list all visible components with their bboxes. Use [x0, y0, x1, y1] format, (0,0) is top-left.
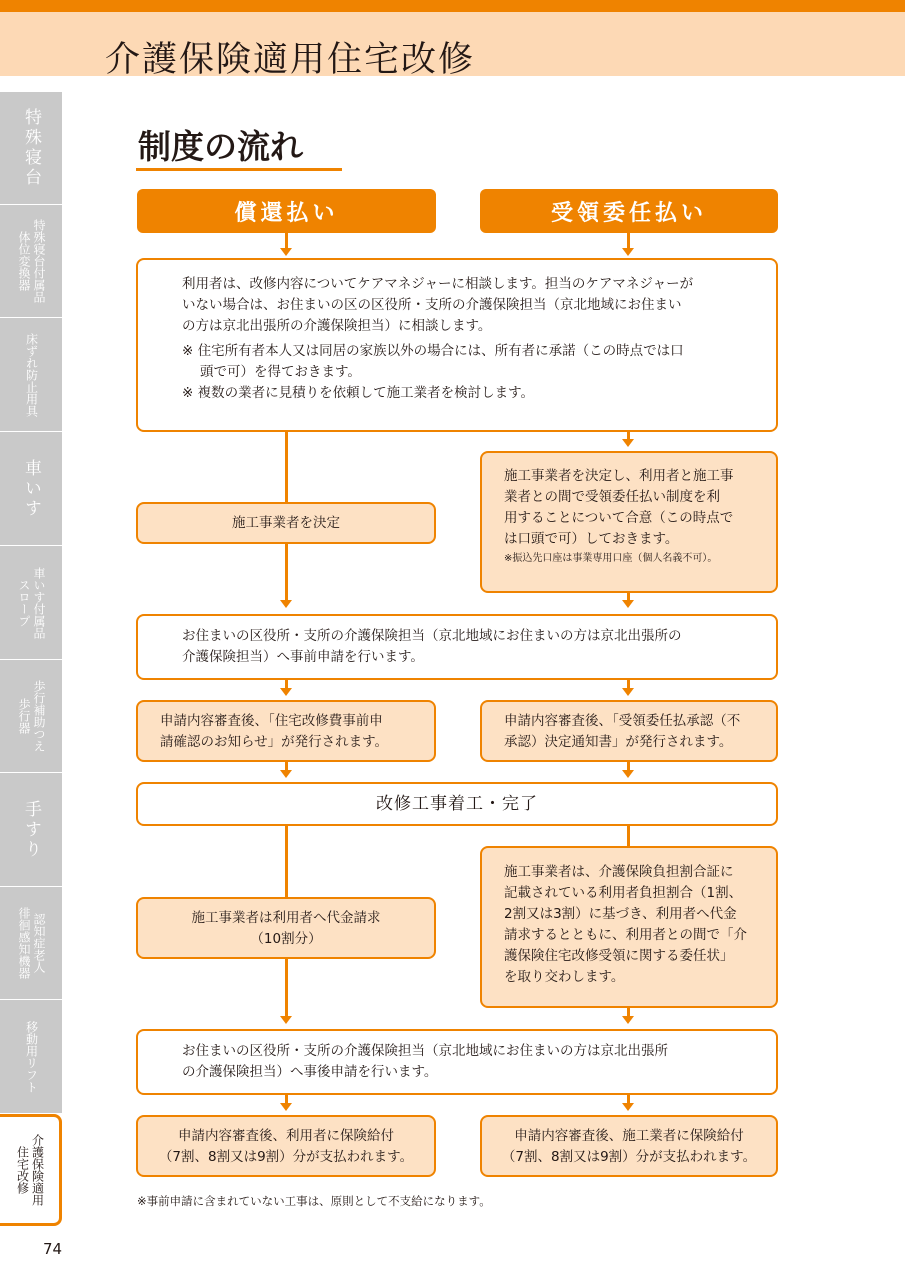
tab-label: 徘徊感知機器 — [17, 907, 31, 979]
right-payment-text: 申請内容審査後、施工業者に保険給付 — [514, 1128, 744, 1144]
arrow-down-icon — [280, 770, 292, 778]
arrow-down-icon — [622, 439, 634, 447]
agreement-text: は口頭で可）しておきます。 — [504, 531, 679, 547]
arrow-down-icon — [280, 248, 292, 256]
tab-lift[interactable] — [0, 1000, 62, 1114]
connector-line — [285, 1095, 288, 1103]
connector-line — [285, 544, 288, 600]
consultation-text: の方は京北出張所の介護保険担当）に相談します。 — [182, 318, 492, 334]
connector-line — [285, 233, 288, 248]
left-payment-text: （7割、8割又は9割）分が支払われます。 — [158, 1149, 414, 1165]
connector-line — [627, 762, 630, 770]
left-invoice-text: （10割分） — [250, 931, 322, 947]
left-notice-text: 申請内容審査後、「住宅改修費事前申 — [160, 713, 383, 729]
tab-label: 車いす — [21, 458, 41, 519]
tab-label: 移動用リフト — [24, 1020, 39, 1093]
tab-bedsore-prevention[interactable] — [0, 318, 62, 432]
right-agreement-box — [480, 451, 778, 593]
connector-line — [627, 432, 630, 439]
connector-line — [627, 593, 630, 600]
tab-bed-accessories[interactable] — [0, 205, 62, 318]
section-title: 制度の流れ — [138, 127, 303, 166]
agreement-text: 用することについて合意（この時点で — [504, 510, 734, 526]
tab-label: 手すり — [21, 799, 41, 860]
right-invoice-text: 請求するとともに、利用者との間で「介 — [504, 927, 747, 943]
bank-account-note: ※振込先口座は事業専用口座（個人名義不可）。 — [504, 553, 718, 564]
pre-application-text: 介護保険担当）へ事前申請を行います。 — [182, 649, 424, 665]
construction-text: 改修工事着工・完了 — [376, 793, 538, 814]
section-underline — [136, 168, 342, 171]
consultation-text: 利用者は、改修内容についてケアマネジャーに相談します。担当のケアマネジャーが — [182, 276, 694, 292]
arrow-down-icon — [622, 600, 634, 608]
pre-application-text: お住まいの区役所・支所の介護保険担当（京北地域にお住まいの方は京北出張所の — [182, 628, 682, 644]
post-application-text: お住まいの区役所・支所の介護保険担当（京北地域にお住まいの方は京北出張所 — [182, 1043, 668, 1059]
right-invoice-box — [480, 846, 778, 1008]
top-accent-bar — [0, 0, 905, 12]
right-notice-box — [480, 700, 778, 762]
right-invoice-text: 施工事業者は、介護保険負担割合証に — [504, 864, 734, 880]
tab-label: 介護保険適用 — [30, 1134, 45, 1206]
tab-label: 歩行器 — [17, 698, 31, 734]
owner-consent-note: 頭で可）を得ておきます。 — [200, 364, 361, 380]
tab-label: 歩行補助つえ — [32, 680, 46, 752]
agreement-text: 施工事業者を決定し、利用者と施工事 — [504, 468, 734, 484]
right-invoice-text: 護保険住宅改修受領に関する委任状」 — [504, 948, 734, 964]
arrow-down-icon — [280, 688, 292, 696]
page-number: 74 — [43, 1240, 63, 1258]
arrow-down-icon — [622, 1103, 634, 1111]
left-notice-box — [136, 700, 436, 762]
page-title: 介護保険適用住宅改修 — [105, 40, 476, 80]
arrow-down-icon — [280, 1016, 292, 1024]
connector-line — [285, 959, 288, 1016]
post-application-text: の介護保険担当）へ事後申請を行います。 — [182, 1064, 438, 1080]
connector-line — [627, 680, 630, 688]
connector-line — [285, 826, 288, 897]
right-notice-text: 申請内容審査後、「受領委任払承認（不 — [504, 713, 741, 729]
tab-wandering-sensor[interactable] — [0, 887, 62, 1000]
tab-label: 床ずれ防止用具 — [24, 332, 39, 417]
consultation-box — [136, 258, 778, 432]
owner-consent-note: ※ 住宅所有者本人又は同居の家族以外の場合には、所有者に承諾（この時点では口 — [182, 343, 684, 359]
right-invoice-text: 2割又は3割）に基づき、利用者へ代金 — [504, 906, 737, 922]
delegated-payment-header: 受領委任払い — [480, 189, 778, 233]
tab-label: 認知症老人 — [32, 913, 46, 973]
left-notice-text: 請確認のお知らせ」が発行されます。 — [160, 734, 389, 750]
arrow-down-icon — [280, 1103, 292, 1111]
left-payment-box — [136, 1115, 436, 1177]
connector-line — [627, 1008, 630, 1016]
tab-handrail[interactable] — [0, 773, 62, 887]
estimate-note: ※ 複数の業者に見積りを依頼して施工業者を検討します。 — [182, 385, 535, 401]
agreement-text: 業者との間で受領委任払い制度を利 — [504, 489, 720, 505]
page-header — [0, 12, 905, 80]
right-invoice-text: 記載されている利用者負担割合（1割、 — [504, 885, 743, 901]
arrow-down-icon — [280, 600, 292, 608]
right-notice-text: 承認）決定通知書」が発行されます。 — [504, 734, 733, 750]
connector-line — [627, 233, 630, 248]
left-decide-contractor-box — [136, 502, 436, 544]
connector-line — [285, 680, 288, 688]
connector-line — [285, 432, 288, 502]
connector-line — [627, 826, 630, 846]
connector-line — [627, 1095, 630, 1103]
tab-walking-aids[interactable] — [0, 660, 62, 773]
connector-line — [285, 762, 288, 770]
right-payment-box — [480, 1115, 778, 1177]
footnote: ※事前申請に含まれていない工事は、原則として不支給になります。 — [137, 1194, 491, 1208]
right-payment-text: （7割、8割又は9割）分が支払われます。 — [501, 1149, 757, 1165]
tab-label: 特殊寝台付属品 — [32, 219, 46, 303]
left-decide-text: 施工事業者を決定 — [232, 514, 340, 531]
tab-label: 体位変換器 — [17, 231, 31, 291]
pre-application-box — [136, 614, 778, 680]
arrow-down-icon — [622, 770, 634, 778]
tab-label: スロープ — [17, 578, 31, 627]
tab-wheelchair-accessories[interactable] — [0, 546, 62, 660]
arrow-down-icon — [622, 248, 634, 256]
tab-special-bed[interactable] — [0, 92, 62, 205]
tab-label: 特殊寝台 — [21, 108, 41, 188]
left-invoice-box — [136, 897, 436, 959]
arrow-down-icon — [622, 688, 634, 696]
tab-label: 住宅改修 — [15, 1146, 30, 1194]
left-payment-text: 申請内容審査後、利用者に保険給付 — [178, 1128, 394, 1144]
reimbursement-header: 償還払い — [137, 189, 436, 233]
construction-box — [136, 782, 778, 826]
tab-wheelchair[interactable] — [0, 432, 62, 546]
tab-home-renovation[interactable] — [0, 1114, 62, 1226]
post-application-box — [136, 1029, 778, 1095]
arrow-down-icon — [622, 1016, 634, 1024]
left-invoice-text: 施工事業者は利用者へ代金請求 — [191, 910, 381, 926]
tab-label: 車いす付属品 — [32, 566, 46, 639]
right-invoice-text: を取り交わします。 — [504, 969, 625, 985]
consultation-text: いない場合は、お住まいの区の区役所・支所の介護保険担当（京北地域にお住まい — [182, 297, 682, 313]
